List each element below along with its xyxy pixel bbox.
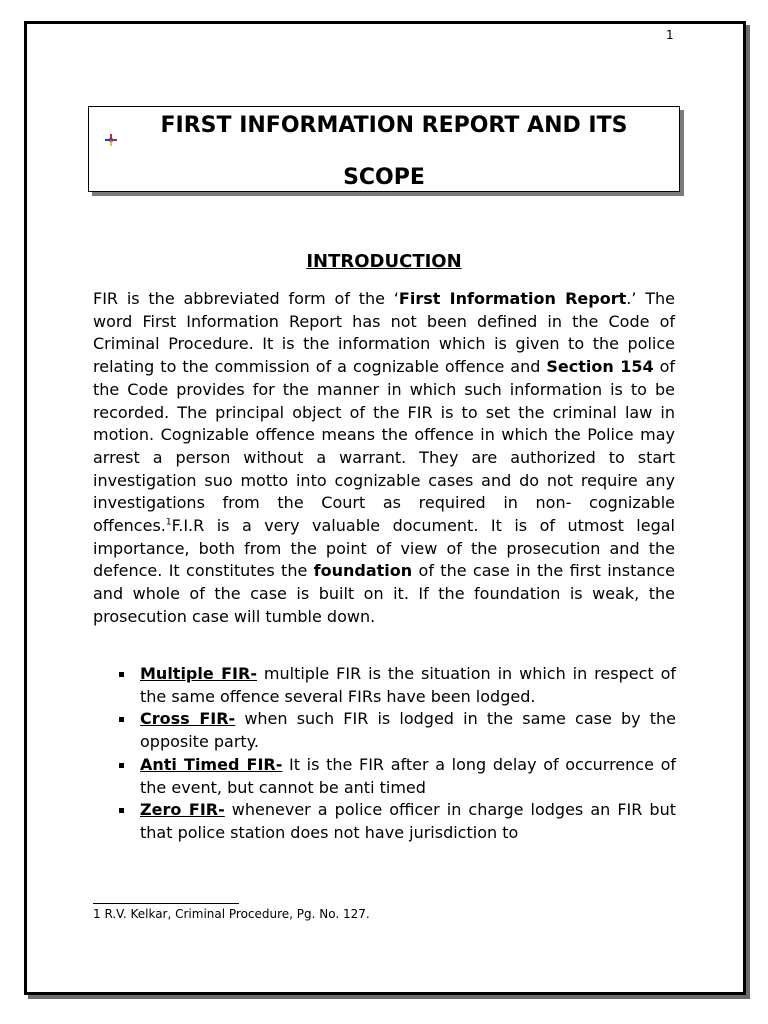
fir-type-term: Multiple FIR- [140,664,257,683]
list-item [118,663,676,708]
fir-types-list [118,663,676,845]
fir-type-description: It is the FIR after a long delay of occurrence of the event, but cannot be anti timed [140,754,677,797]
intro-text: of the Code provides for the manner in which such information is to be recorded. The principal object of the FIR is to set the criminal law in motion. Cognizable offence means the offence in which the Police may arrest a person without a warrant. They are authorized to start investigation suo motto into cognizable cases and do not require any investigations from the Court as required in non- cognizable offences. [93,357,676,536]
list-item [118,754,676,799]
intro-bold-term: Section 154 [546,357,654,377]
page-number: 1 [666,28,674,42]
intro-paragraph [93,288,675,629]
title-line-2: SCOPE [343,165,425,190]
footnote-separator [93,903,239,904]
title-line-1: FIRST INFORMATION REPORT AND ITS [160,113,628,138]
list-item [118,799,676,844]
fir-type-description: whenever a police officer in charge lodges an FIR but that police station does not have jurisdiction to [140,800,677,842]
intro-bold-term: foundation [313,561,413,581]
fir-type-term: Anti Timed FIR- [140,754,283,774]
intro-text: of the case in the first instance and whole of the case is built on it. If the foundation is weak, the prosecution case will tumble down. [93,561,676,626]
intro-text: F.I.R is a very valuable document. It is of utmost legal importance, both from the point of view of the prosecution and the defence. It constitutes the [93,516,675,581]
intro-bold-term: First Information Report [398,289,627,308]
section-heading: INTRODUCTION [306,251,462,272]
footnote-reference: 1 [165,517,172,528]
fir-type-term: Cross FIR- [140,709,236,729]
fir-type-description: when such FIR is lodged in the same case by the opposite party. [140,709,677,752]
intro-text: FIR is the abbreviated form of the ‘ [93,289,399,308]
title-box [88,106,680,192]
list-item [118,708,676,753]
fir-type-description: multiple FIR is the situation in which in respect of the same offence several FIRs have been lodged. [140,664,676,706]
intro-text: .’ The word First Information Report has not been defined in the Code of Criminal Procedure. It is the information which is given to the police relating to the commission of a cognizable offence and [93,289,676,377]
fir-type-term: Zero FIR- [140,800,225,820]
footnote: 1 R.V. Kelkar, Criminal Procedure, Pg. No. 127. [93,907,370,921]
